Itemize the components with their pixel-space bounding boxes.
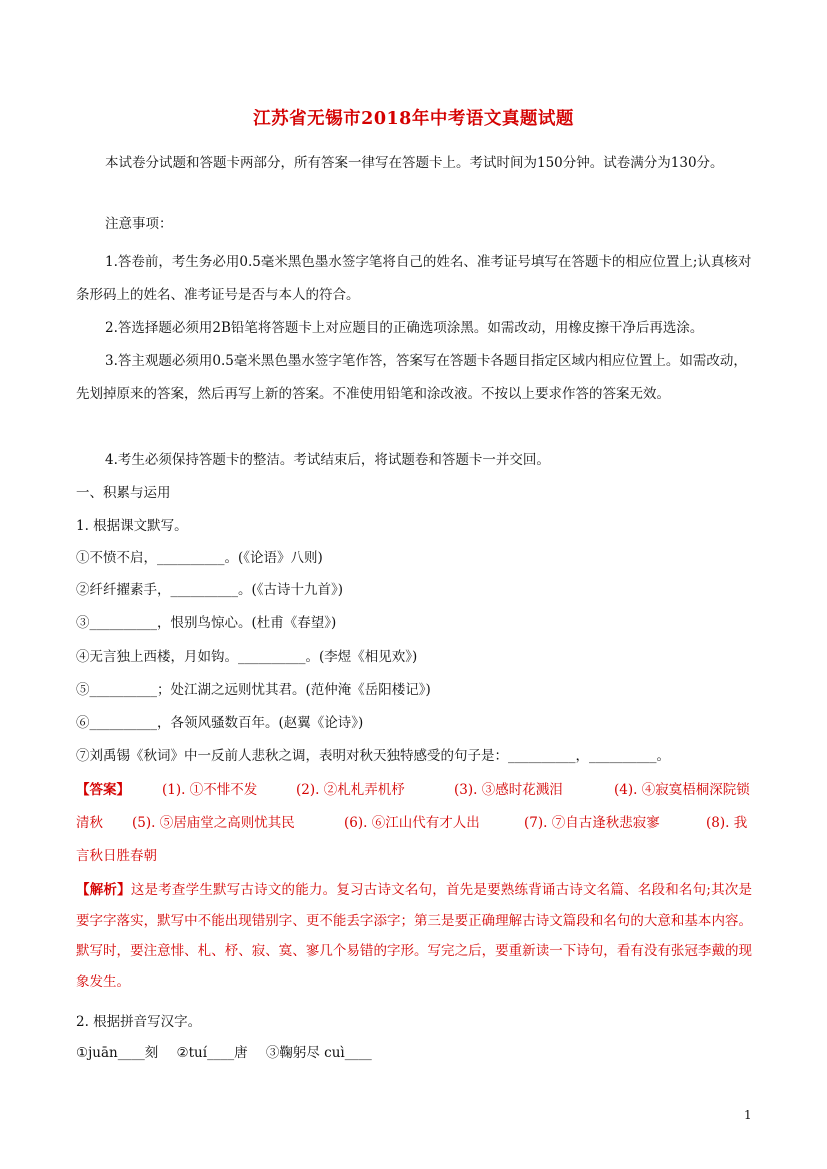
pinyin-item: ①juān____刻 [76, 1045, 159, 1061]
pinyin-item: ②tuí____唐 [176, 1045, 248, 1061]
answer-item: 清秋 [76, 815, 103, 831]
question-item: ⑥__________，各领风骚数百年。(赵翼《论诗》) [76, 715, 364, 731]
answer-item: (8). 我 [706, 815, 748, 831]
page-title: 江苏省无锡市2018年中考语文真题试题 [253, 109, 574, 129]
analysis-paragraph [76, 875, 752, 997]
notice-item: 3.答主观题必须用0.5毫米黑色墨水签字笔作答，答案写在答题卡各题目指定区域内相应位置上。如需改动，先划掉原来的答案，然后再写上新的答案。不准使用铅笔和涂改液。不按以上要求作答的答案无效。 [76, 353, 747, 402]
answer-item: (1). ①不悱不发 [162, 782, 258, 798]
pinyin-item: ③鞠躬尽 cuì____ [265, 1045, 372, 1061]
section-heading: 一、积累与运用 [76, 485, 171, 501]
answer-row [76, 780, 752, 800]
notice-item: 2.答选择题必须用2B铅笔将答题卡上对应题目的正确选项涂黑。如需改动，用橡皮擦干净后再选涂。 [105, 320, 704, 336]
answer-item: (6). ⑥江山代有才人出 [344, 815, 480, 831]
page-number: 1 [744, 1108, 752, 1122]
question-item: ③__________，恨别鸟惊心。(杜甫《春望》) [76, 615, 337, 631]
answer-item: (4). ④寂寞梧桐深院锁 [614, 782, 750, 798]
question-prompt: 1. 根据课文默写。 [76, 518, 188, 534]
question-item: ①不愤不启，__________。(《论语》八则) [76, 550, 323, 566]
question-item: ⑤__________；处江湖之远则忧其君。(范仲淹《岳阳楼记》) [76, 682, 431, 698]
notice-heading: 注意事项： [105, 216, 173, 232]
analysis-text: 这是考查学生默写古诗文的能力。复习古诗文名句，首先是要熟练背诵古诗文名篇、名段和名句;其次是要字字落实，默写中不能出现错别字、更不能丢字添字；第三是要正确理解古诗文篇段和名句的大意和基本内容。默写时，要注意悱、札、杼、寂、寞、寥几个易错的字形。写完之后，要重新读一下诗句，看有没有张冠李戴的现象发生。 [76, 882, 752, 990]
answer-item: (7). ⑦自古逢秋悲寂寥 [524, 815, 660, 831]
answer-item: (5). ⑤居庙堂之高则忧其民 [132, 815, 295, 831]
analysis-label: 【解析】 [76, 882, 131, 898]
question-prompt: 2. 根据拼音写汉字。 [76, 1014, 202, 1030]
notice-item: 4.考生必须保持答题卡的整洁。考试结束后，将试题卷和答题卡一并交回。 [105, 452, 550, 468]
question-item: ⑦刘禹锡《秋词》中一反前人悲秋之调，表明对秋天独特感受的句子是：__________，__________。 [76, 748, 670, 764]
intro-paragraph: 本试卷分试题和答题卡两部分，所有答案一律写在答题卡上。考试时间为150分钟。试卷满分为130分。 [105, 155, 724, 171]
answer-item: (2). ②札札弄机杼 [296, 782, 405, 798]
answer-label: 【答案】 [76, 782, 130, 798]
pinyin-items [76, 1043, 386, 1063]
question-item: ④无言独上西楼，月如钩。__________。(李煜《相见欢》) [76, 649, 418, 665]
question-item: ②纤纤擢素手，__________。(《古诗十九首》) [76, 582, 344, 598]
answer-row [76, 846, 752, 866]
answer-item: (3). ③感时花溅泪 [454, 782, 563, 798]
notice-item: 1.答卷前，考生务必用0.5毫米黑色墨水签字笔将自己的姓名、准考证号填写在答题卡的相应位置上;认真核对条形码上的姓名、准考证号是否与本人的符合。 [76, 254, 752, 303]
answer-item: 言秋日胜春朝 [76, 848, 157, 864]
answer-row [76, 813, 752, 833]
